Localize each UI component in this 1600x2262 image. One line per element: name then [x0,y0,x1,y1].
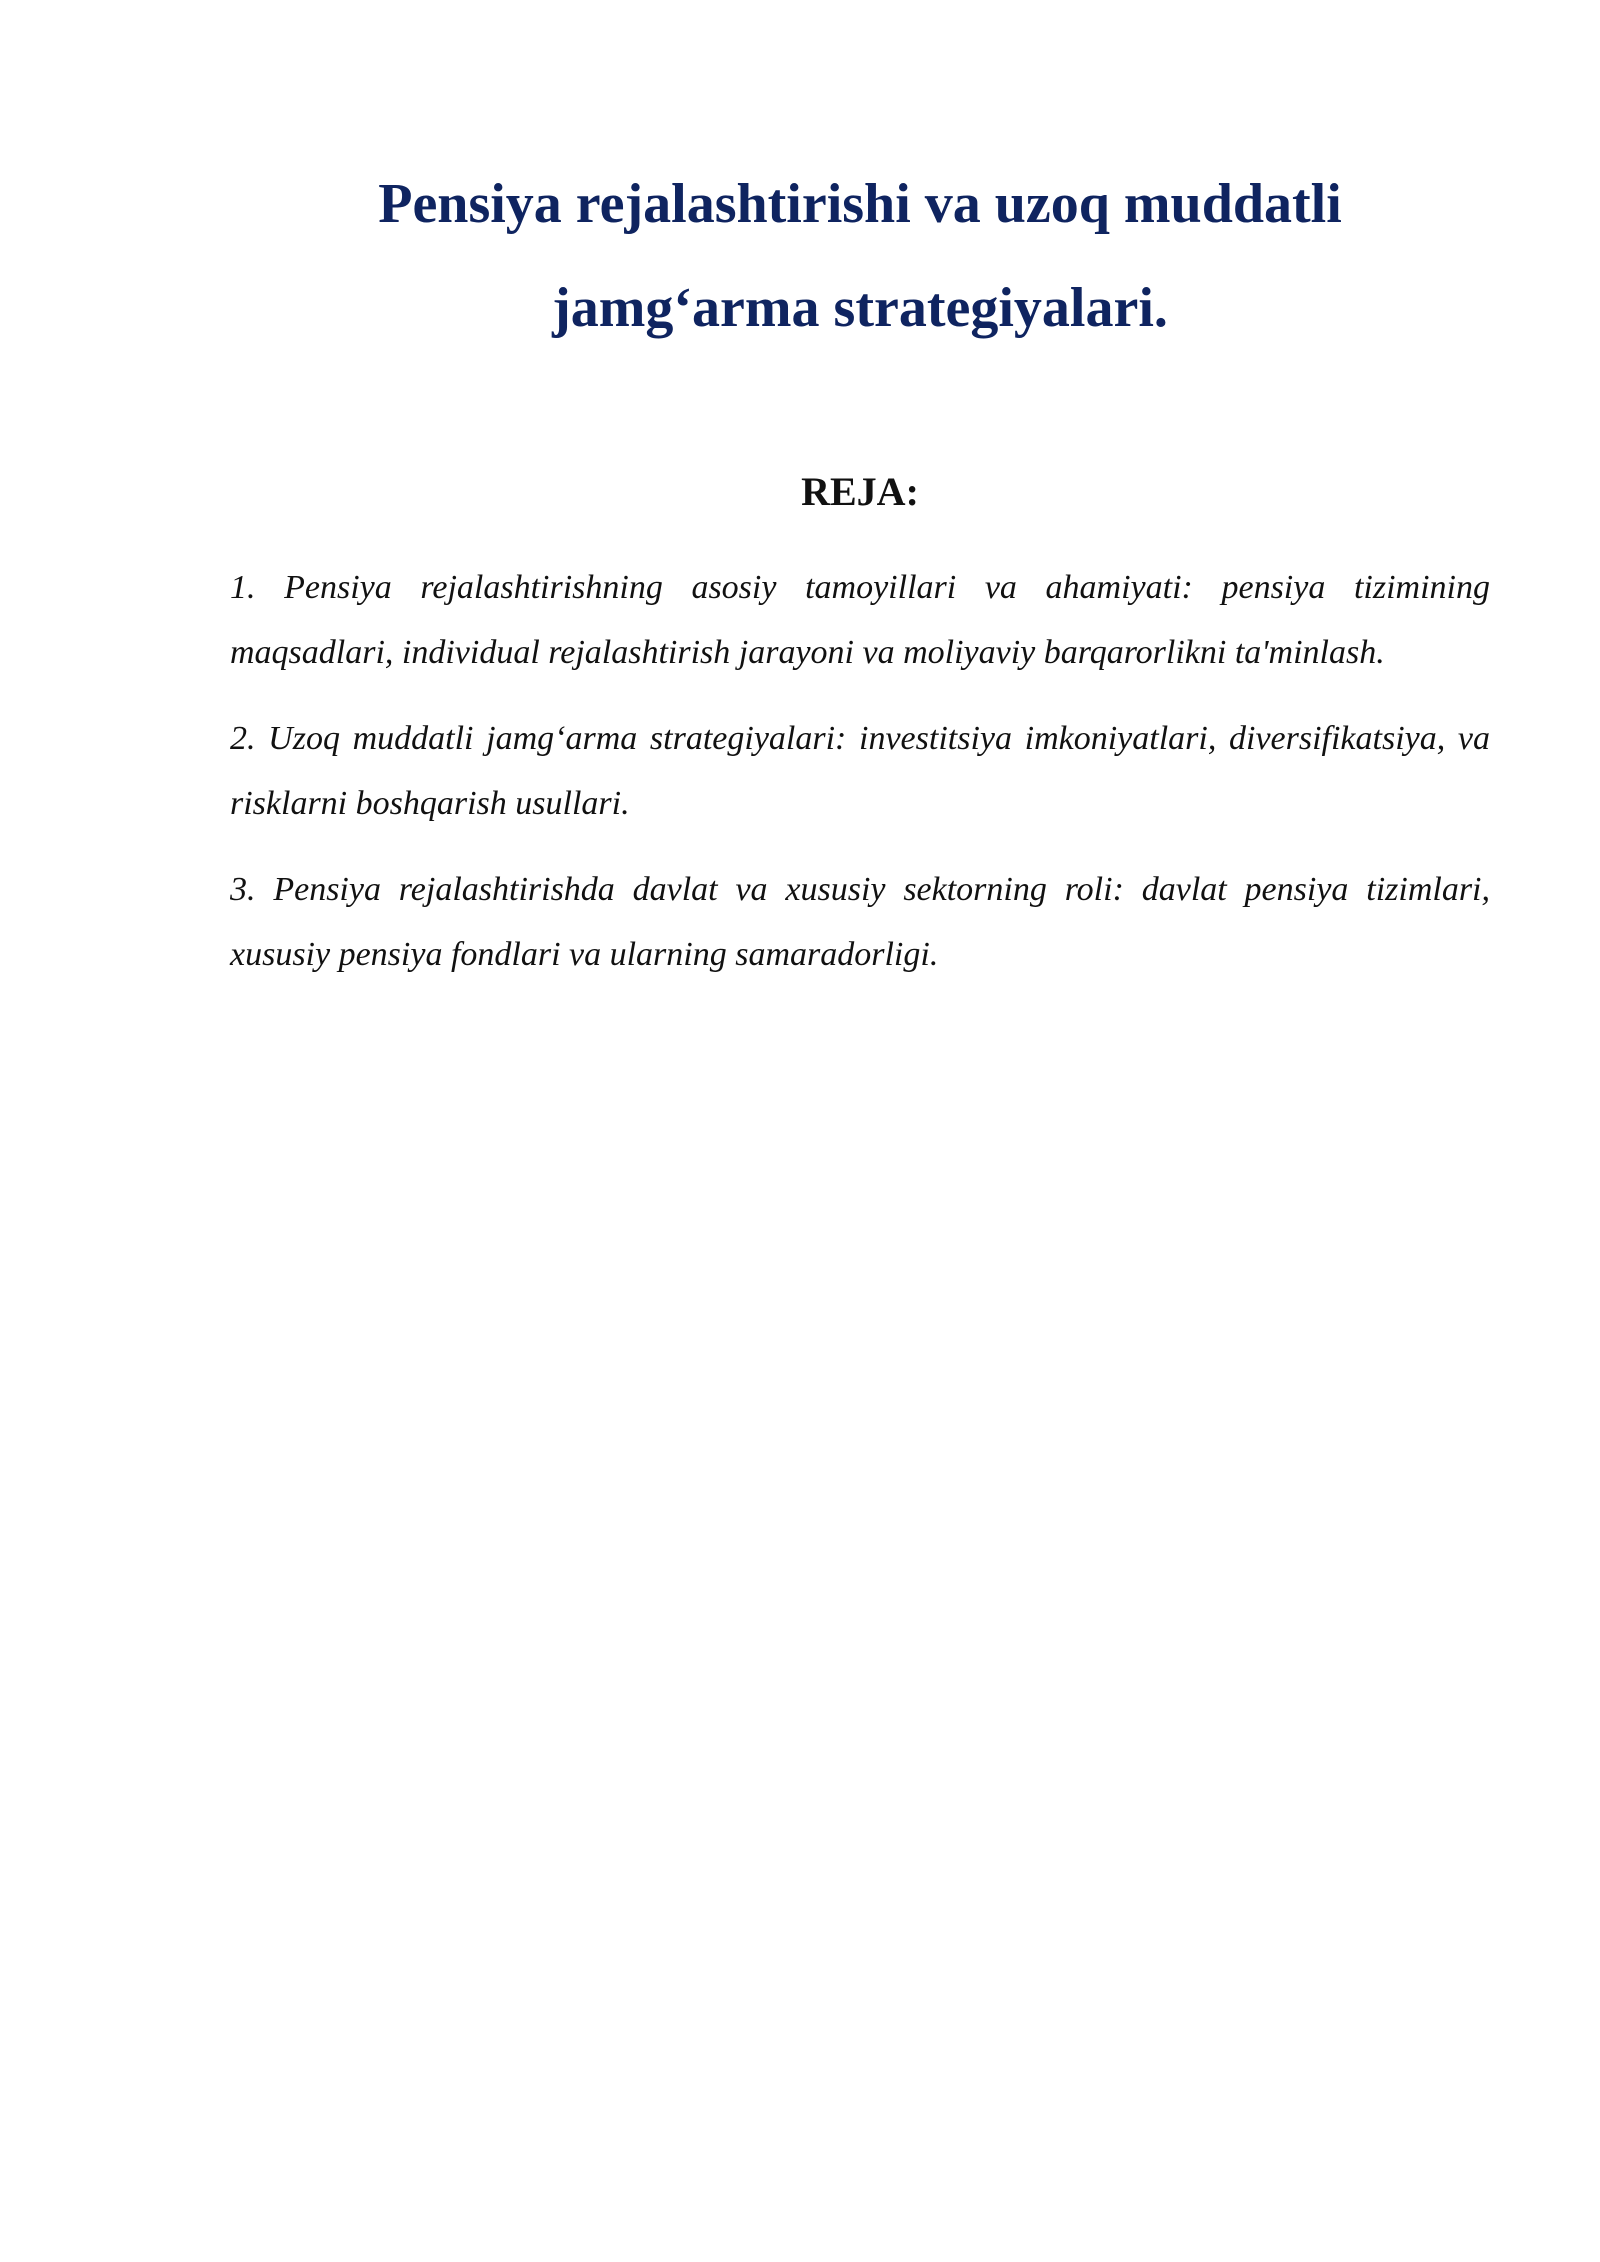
page-title [260,152,1460,360]
plan-item-3: 3. Pensiya rejalashtirishda davlat va xususiy sektorning roli: davlat pensiya tizimlari, xususiy pensiya fondlari va ularning samaradorligi. [230,871,1490,973]
plan-item-1: 1. Pensiya rejalashtirishning asosiy tamoyillari va ahamiyati: pensiya tizimining maqsadlari, individual rejalashtirish jarayoni va moliyaviy barqarorlikni ta'minlash. [230,569,1490,671]
title-line-2: jamg‘arma strategiyalari. [552,277,1168,339]
plan-heading: REJA: [801,469,919,514]
title-line-1: Pensiya rejalashtirishi va uzoq muddatli [378,173,1342,235]
plan-item-2: 2. Uzoq muddatli jamg‘arma strategiyalari: investitsiya imkoniyatlari, diversifikatsiya, va risklarni boshqarish usullari. [230,720,1490,822]
plan-list [230,555,1490,1008]
